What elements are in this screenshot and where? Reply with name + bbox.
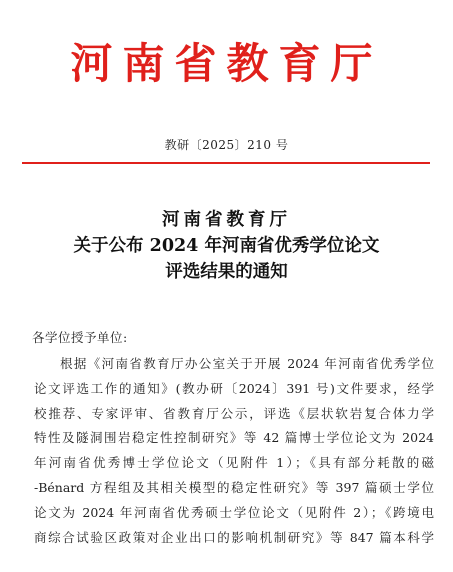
body-line: 校推荐、专家评审、省教育厅公示，评选《层状软岩复合体力学 (34, 405, 434, 421)
body-line: 商综合试验区政策对企业出口的影响机制研究》等 847 篇本科学 (34, 529, 434, 545)
body-line: 年河南省优秀博士学位论文（见附件 1）；《具有部分耗散的磁 (34, 455, 434, 471)
letterhead-divider (22, 162, 430, 164)
body-line: 特性及隧洞围岩稳定性控制研究》等 42 篇博士学位论文为 2024 (34, 430, 434, 446)
body-line: 论文为 2024 年河南省优秀硕士学位论文（见附件 2）；《跨境电 (34, 504, 434, 520)
body-line: -Bénard 方程组及其相关模型的稳定性研究》等 397 篇硕士学位 (34, 479, 434, 495)
body-line: 论文评选工作的通知》(教办研〔2024〕391 号)文件要求，经学 (34, 380, 434, 396)
salutation: 各学位授予单位: (32, 330, 128, 345)
body-text (34, 352, 434, 550)
letterhead-title: 河南省教育厅 (70, 39, 383, 88)
document-number: 教研〔2025〕210 号 (164, 138, 289, 152)
notice-title-line-2: 关于公布 2024 年河南省优秀学位论文 (73, 236, 380, 256)
notice-title-line-3: 评选结果的通知 (165, 262, 288, 282)
body-line: 根据《河南省教育厅办公室关于开展 2024 年河南省优秀学位 (60, 356, 434, 371)
notice-title-issuer: 河南省教育厅 (162, 210, 291, 230)
notice-title (0, 207, 453, 285)
